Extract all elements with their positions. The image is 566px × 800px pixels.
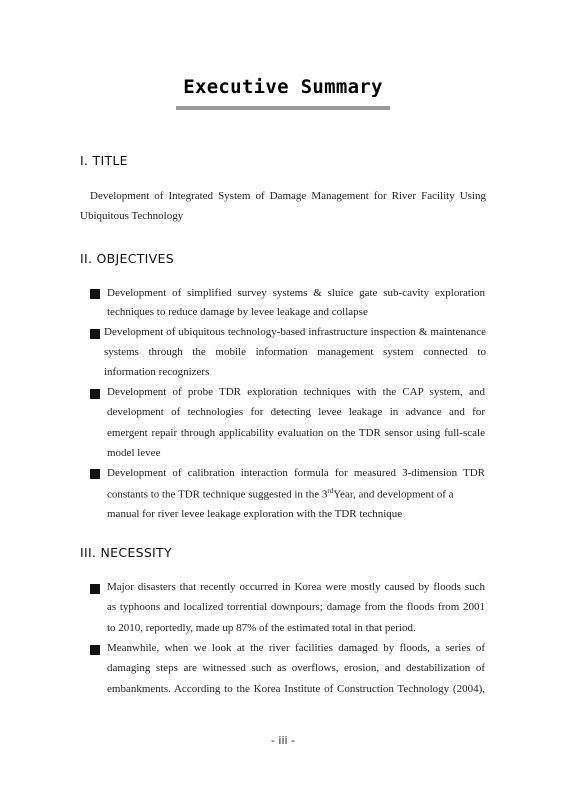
objective-4-line-3: manual for river levee leakage exploration with the TDR technique bbox=[107, 508, 403, 520]
objective-2-line-3: information recognizers bbox=[104, 366, 210, 378]
title-paragraph-line-2: Ubiquitous Technology bbox=[80, 210, 184, 222]
objective-3-line-3: emergent repair through applicability evaluation on the TDR sensor using full-scale bbox=[107, 427, 485, 439]
objective-3-line-4: model levee bbox=[107, 447, 161, 459]
bullet-marker bbox=[90, 469, 100, 479]
objective-2-line-2: systems through the mobile information management system connected to bbox=[104, 346, 486, 358]
section-heading-necessity: III. NECESSITY bbox=[80, 545, 172, 560]
objective-4-line-2-tail: Year, and development of a bbox=[333, 488, 454, 501]
objective-4-line-2-head: constants to the TDR technique suggested in the 3 bbox=[107, 488, 328, 501]
necessity-1-line-3: to 2010, reportedly, made up 87% of the estimated total in that period. bbox=[107, 622, 416, 634]
necessity-1-line-2: as typhoons and localized torrential downpours; damage from the floods from 2001 bbox=[107, 601, 485, 613]
necessity-2-line-3: embankments. According to the Korea Institute of Construction Technology (2004), bbox=[107, 683, 485, 695]
necessity-2-line-1: Meanwhile, when we look at the river facilities damaged by floods, a series of bbox=[107, 642, 485, 654]
title-paragraph-line-1: Development of Integrated System of Damage Management for River Facility Using bbox=[90, 190, 486, 202]
objective-3-line-2: development of technologies for detecting levee leakage in advance and for bbox=[107, 406, 485, 418]
page-number: - iii - bbox=[270, 734, 296, 747]
necessity-2-line-2: damaging steps are witnessed such as overflows, erosion, and destabilization of bbox=[107, 662, 485, 674]
necessity-1-line-1: Major disasters that recently occurred in Korea were mostly caused by floods such bbox=[107, 581, 485, 593]
bullet-marker bbox=[90, 289, 100, 299]
objective-4-line-2-text bbox=[107, 487, 454, 501]
section-heading-title: I. TITLE bbox=[80, 153, 128, 168]
objective-1-line-1: Development of simplified survey systems & sluice gate sub-cavity exploration bbox=[107, 287, 485, 299]
bullet-marker bbox=[90, 329, 100, 339]
bullet-marker bbox=[90, 584, 100, 594]
page-title: Executive Summary bbox=[183, 76, 383, 98]
section-heading-objectives: II. OBJECTIVES bbox=[80, 251, 174, 266]
objective-1-line-2: techniques to reduce damage by levee leakage and collapse bbox=[107, 306, 368, 318]
bullet-marker bbox=[90, 645, 100, 655]
bullet-marker bbox=[90, 389, 100, 399]
ordinal-superscript: rd bbox=[327, 487, 334, 495]
objective-4-line-1: Development of calibration interaction formula for measured 3-dimension TDR bbox=[107, 467, 485, 479]
objective-2-line-1: Development of ubiquitous technology-based infrastructure inspection & maintenance bbox=[104, 326, 486, 338]
title-underline bbox=[176, 106, 390, 110]
objective-4-line-2 bbox=[107, 487, 485, 501]
objective-3-line-1: Development of probe TDR exploration techniques with the CAP system, and bbox=[107, 386, 485, 398]
